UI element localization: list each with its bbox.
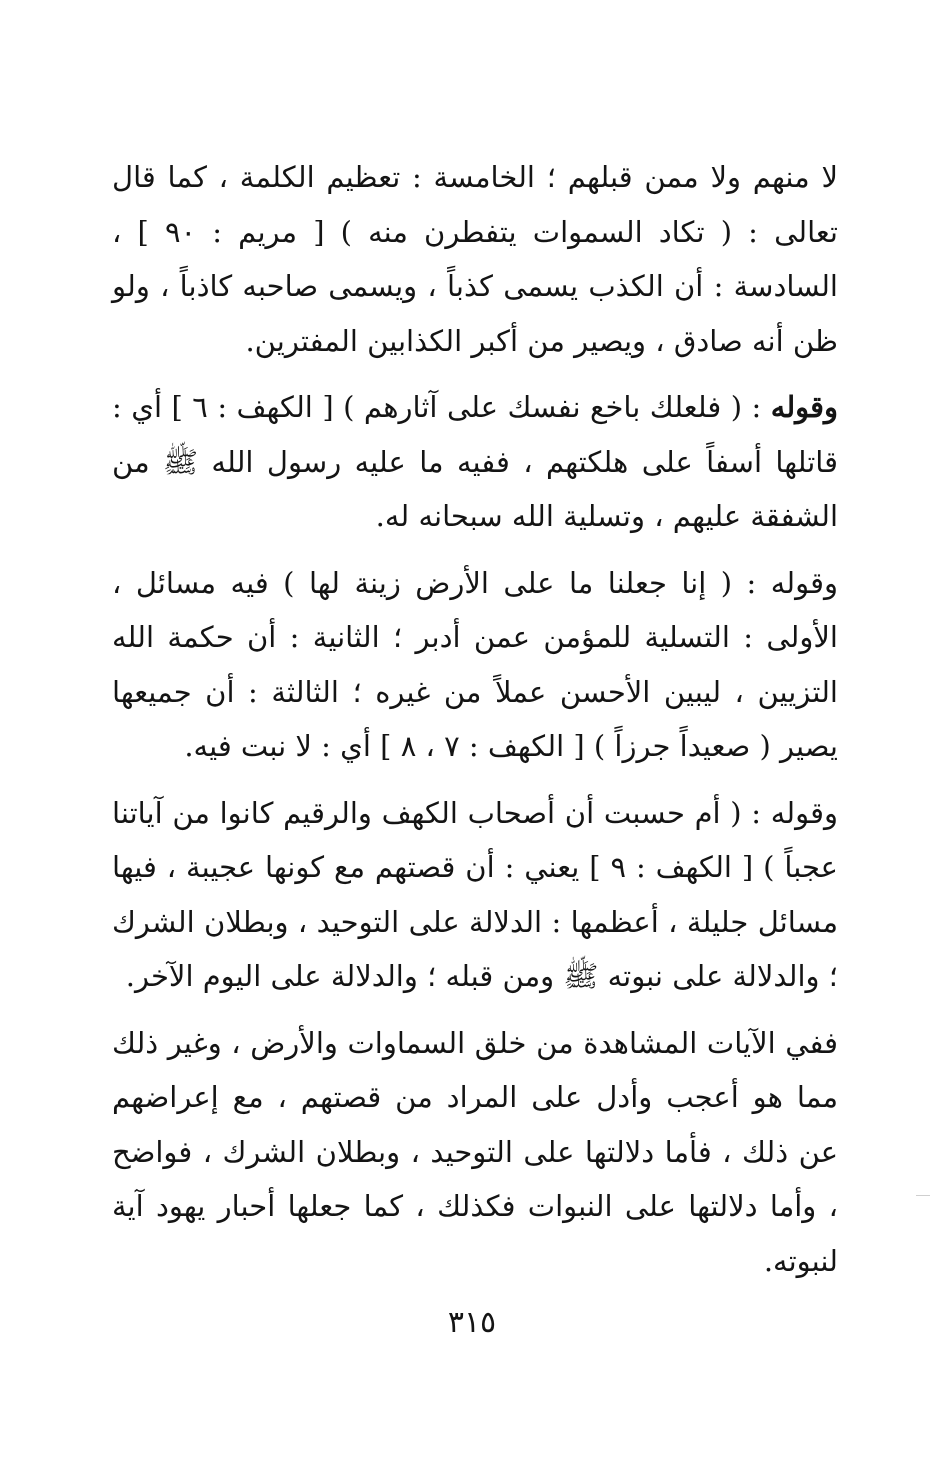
paragraph-5 [112,1016,838,1289]
page-body [112,150,838,1288]
paragraph-4 [112,786,838,1004]
paragraph-text: : ( فلعلك باخع نفسك على آثارهم ) [ الكهف : ٦ ] أي : قاتلها أسفاً على هلكتهم ، ففيه ما عليه رسول الله ﷺ من الشفقة عليهم ، وتسلية الله سبحانه له. [112,390,838,533]
page-number: ٣١٥ [447,1305,497,1340]
paragraph-text: ففي الآيات المشاهدة من خلق السماوات والأرض ، وغير ذلك مما هو أعجب وأدل على المراد من قصتهم ، مع إعراضهم عن ذلك ، فأما دلالتها على التوحيد ، وبطلان الشرك ، فواضح ، وأما دلالتها على النبوات فكذلك ، كما جعلها أحبار يهود آية لنبوته. [112,1025,839,1278]
paragraph-text: لا منهم ولا ممن قبلهم ؛ الخامسة : تعظيم الكلمة ، كما قال تعالى : ( تكاد السموات يتفطرن منه ) [ مريم : ٩٠ ] ، السادسة : أن الكذب يسمى كذباً ، ويسمى صاحبه كاذباً ، ولو ظن أنه صادق ، ويصير من أكبر الكذابين المفترين. [112,160,838,358]
paragraph-2 [112,380,838,544]
margin-mark [916,1195,930,1196]
paragraph-3 [112,556,838,774]
paragraph-1 [112,150,838,368]
paragraph-text: وقوله : ( أم حسبت أن أصحاب الكهف والرقيم كانوا من آياتنا عجباً ) [ الكهف : ٩ ] يعني : أن قصتهم مع كونها عجيبة ، فيها مسائل جليلة ، أعظمها : الدلالة على التوحيد ، وبطلان الشرك ؛ والدلالة على نبوته ﷺ ومن قبله ؛ والدلالة على اليوم الآخر. [112,795,838,993]
paragraph-lead: وقوله [770,390,838,424]
paragraph-text: وقوله : ( إنا جعلنا ما على الأرض زينة لها ) فيه مسائل ، الأولى : التسلية للمؤمن عمن أدبر ؛ الثانية : أن حكمة الله التزيين ، ليبين الأحسن عملاً من غيره ؛ الثالثة : أن جميعها يصير ( صعيداً جرزاً ) [ الكهف : ٧ ، ٨ ] أي : لا نبت فيه. [112,565,838,763]
